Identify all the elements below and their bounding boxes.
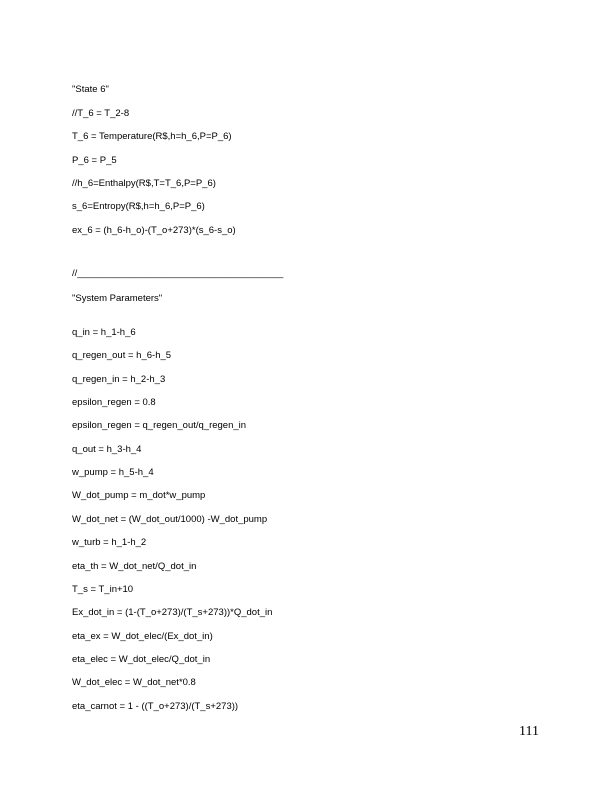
code-line: eta_elec = W_dot_elec/Q_dot_in: [72, 654, 211, 665]
page-number: 111: [519, 724, 539, 739]
code-line: T_s = T_in+10: [72, 584, 134, 595]
code-line: //h_6=Enthalpy(R$,T=T_6,P=P_6): [72, 178, 216, 189]
code-line: s_6=Entropy(R$,h=h_6,P=P_6): [72, 201, 205, 212]
code-line: eta_th = W_dot_net/Q_dot_in: [72, 561, 197, 572]
code-line: "State 6": [72, 84, 109, 95]
code-line: P_6 = P_5: [72, 155, 117, 166]
code-line: eta_ex = W_dot_elec/(Ex_dot_in): [72, 631, 213, 642]
code-line: eta_carnot = 1 - ((T_o+273)/(T_s+273)): [72, 701, 239, 712]
code-line: w_turb = h_1-h_2: [72, 537, 147, 548]
code-line: W_dot_net = (W_dot_out/1000) -W_dot_pump: [72, 514, 268, 525]
code-line: q_regen_in = h_2-h_3: [72, 374, 166, 385]
separator-comment: //_______________________________________: [72, 268, 284, 279]
code-line: Ex_dot_in = (1-(T_o+273)/(T_s+273))*Q_dot_in: [72, 607, 273, 618]
code-line: q_regen_out = h_6-h_5: [72, 350, 172, 361]
code-line: w_pump = h_5-h_4: [72, 467, 154, 478]
code-line: q_out = h_3-h_4: [72, 444, 142, 455]
code-line: epsilon_regen = q_regen_out/q_regen_in: [72, 420, 247, 431]
code-line: q_in = h_1-h_6: [72, 327, 136, 338]
code-line: ex_6 = (h_6-h_o)-(T_o+273)*(s_6-s_o): [72, 225, 236, 236]
section-heading: "System Parameters": [72, 293, 163, 304]
code-line: epsilon_regen = 0.8: [72, 397, 156, 408]
code-line: W_dot_pump = m_dot*w_pump: [72, 490, 206, 501]
code-line: W_dot_elec = W_dot_net*0.8: [72, 677, 196, 688]
code-line: T_6 = Temperature(R$,h=h_6,P=P_6): [72, 131, 232, 142]
code-line: //T_6 = T_2-8: [72, 108, 130, 119]
